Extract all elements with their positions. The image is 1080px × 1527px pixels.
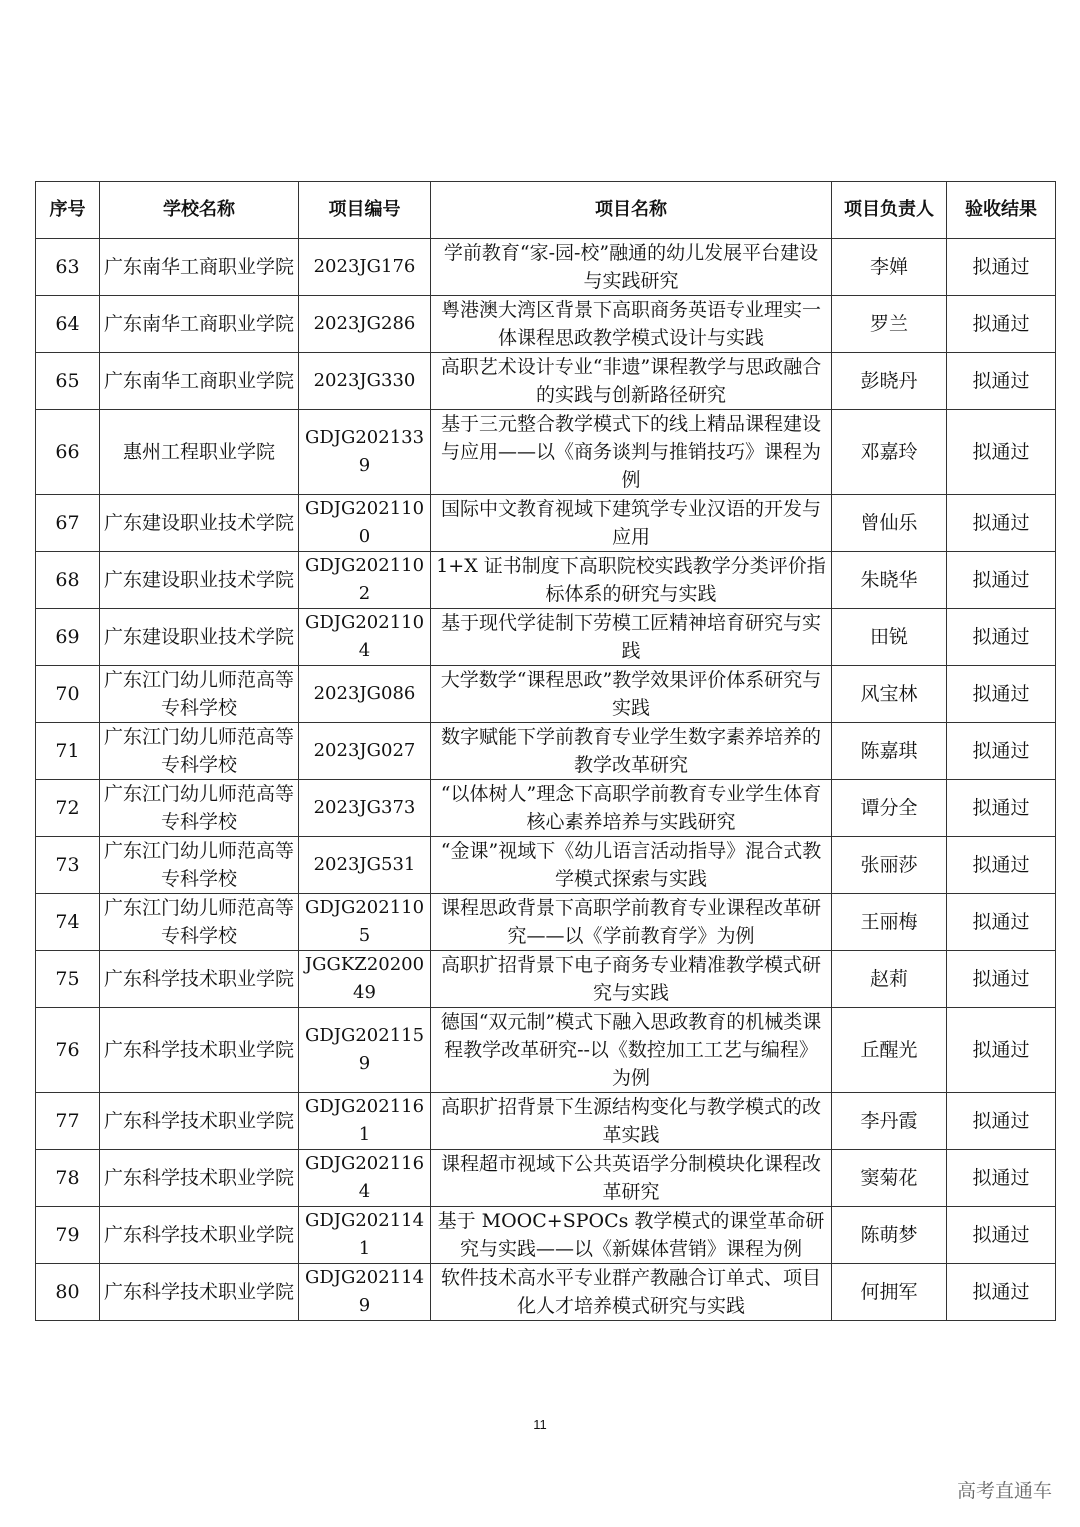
table-row (36, 495, 1056, 552)
project-leader: 丘醒光 (832, 1008, 947, 1093)
table-row (36, 837, 1056, 894)
project-code: GDJG2021161 (299, 1093, 431, 1150)
project-leader: 曾仙乐 (832, 495, 947, 552)
project-name: “金课”视域下《幼儿语言活动指导》混合式教学模式探索与实践 (431, 837, 832, 894)
project-name: 基于三元整合教学模式下的线上精品课程建设与应用——以《商务谈判与推销技巧》课程为例 (431, 410, 832, 495)
project-code: 2023JG027 (299, 723, 431, 780)
project-code: 2023JG176 (299, 239, 431, 296)
school-name: 广东科学技术职业学院 (100, 1093, 299, 1150)
table-row (36, 951, 1056, 1008)
acceptance-result: 拟通过 (947, 951, 1056, 1008)
acceptance-result: 拟通过 (947, 894, 1056, 951)
project-leader: 邓嘉玲 (832, 410, 947, 495)
row-number: 76 (36, 1008, 100, 1093)
acceptance-result: 拟通过 (947, 837, 1056, 894)
school-name: 广东科学技术职业学院 (100, 1150, 299, 1207)
row-number: 79 (36, 1207, 100, 1264)
project-leader: 窦菊花 (832, 1150, 947, 1207)
project-leader: 何拥军 (832, 1264, 947, 1321)
watermark: 高考直通车 (956, 1480, 1052, 1502)
table-row (36, 239, 1056, 296)
project-code: 2023JG531 (299, 837, 431, 894)
header-project-name: 项目名称 (431, 182, 832, 239)
row-number: 68 (36, 552, 100, 609)
project-code: GDJG2021104 (299, 609, 431, 666)
project-leader: 田锐 (832, 609, 947, 666)
school-name: 广东南华工商职业学院 (100, 353, 299, 410)
table-row (36, 410, 1056, 495)
school-name: 广东科学技术职业学院 (100, 1264, 299, 1321)
row-number: 71 (36, 723, 100, 780)
project-name: 国际中文教育视域下建筑学专业汉语的开发与应用 (431, 495, 832, 552)
acceptance-result: 拟通过 (947, 239, 1056, 296)
school-name: 广东南华工商职业学院 (100, 296, 299, 353)
acceptance-result: 拟通过 (947, 780, 1056, 837)
school-name: 惠州工程职业学院 (100, 410, 299, 495)
project-code: GDJG2021149 (299, 1264, 431, 1321)
table-row (36, 1150, 1056, 1207)
project-leader: 陈嘉琪 (832, 723, 947, 780)
acceptance-result: 拟通过 (947, 296, 1056, 353)
school-name: 广东科学技术职业学院 (100, 951, 299, 1008)
project-name: 高职扩招背景下生源结构变化与教学模式的改革实践 (431, 1093, 832, 1150)
table-row (36, 1207, 1056, 1264)
header-leader: 项目负责人 (832, 182, 947, 239)
project-name: 高职艺术设计专业“非遗”课程教学与思政融合的实践与创新路径研究 (431, 353, 832, 410)
school-name: 广东科学技术职业学院 (100, 1008, 299, 1093)
project-name: 大学数学“课程思政”教学效果评价体系研究与实践 (431, 666, 832, 723)
project-name: 高职扩招背景下电子商务专业精准教学模式研究与实践 (431, 951, 832, 1008)
project-code: GDJG2021339 (299, 410, 431, 495)
acceptance-result: 拟通过 (947, 410, 1056, 495)
acceptance-result: 拟通过 (947, 1150, 1056, 1207)
row-number: 78 (36, 1150, 100, 1207)
school-name: 广东南华工商职业学院 (100, 239, 299, 296)
project-code: GDJG2021102 (299, 552, 431, 609)
table-row (36, 723, 1056, 780)
table-row (36, 666, 1056, 723)
row-number: 74 (36, 894, 100, 951)
table-row (36, 1264, 1056, 1321)
acceptance-result: 拟通过 (947, 1207, 1056, 1264)
header-school: 学校名称 (100, 182, 299, 239)
project-leader: 彭晓丹 (832, 353, 947, 410)
school-name: 广东江门幼儿师范高等专科学校 (100, 780, 299, 837)
table-row (36, 1093, 1056, 1150)
project-name: 软件技术高水平专业群产教融合订单式、项目化人才培养模式研究与实践 (431, 1264, 832, 1321)
acceptance-result: 拟通过 (947, 1093, 1056, 1150)
table-row (36, 552, 1056, 609)
acceptance-result: 拟通过 (947, 609, 1056, 666)
acceptance-result: 拟通过 (947, 353, 1056, 410)
school-name: 广东江门幼儿师范高等专科学校 (100, 666, 299, 723)
header-code: 项目编号 (299, 182, 431, 239)
project-code: GDJG2021141 (299, 1207, 431, 1264)
table-row (36, 894, 1056, 951)
project-leader: 王丽梅 (832, 894, 947, 951)
acceptance-result: 拟通过 (947, 495, 1056, 552)
table-row (36, 1008, 1056, 1093)
project-leader: 罗兰 (832, 296, 947, 353)
project-code: 2023JG373 (299, 780, 431, 837)
project-leader: 谭分全 (832, 780, 947, 837)
project-code: 2023JG286 (299, 296, 431, 353)
project-name: 基于现代学徒制下劳模工匠精神培育研究与实践 (431, 609, 832, 666)
school-name: 广东江门幼儿师范高等专科学校 (100, 723, 299, 780)
row-number: 66 (36, 410, 100, 495)
project-name: 课程超市视域下公共英语学分制模块化课程改革研究 (431, 1150, 832, 1207)
project-name: 基于 MOOC+SPOCs 教学模式的课堂革命研究与实践——以《新媒体营销》课程为例 (431, 1207, 832, 1264)
row-number: 75 (36, 951, 100, 1008)
project-code: JGGKZ2020049 (299, 951, 431, 1008)
school-name: 广东建设职业技术学院 (100, 495, 299, 552)
project-leader: 张丽莎 (832, 837, 947, 894)
acceptance-result: 拟通过 (947, 1008, 1056, 1093)
project-code: 2023JG330 (299, 353, 431, 410)
row-number: 63 (36, 239, 100, 296)
school-name: 广东建设职业技术学院 (100, 609, 299, 666)
project-code: 2023JG086 (299, 666, 431, 723)
row-number: 65 (36, 353, 100, 410)
project-name: 课程思政背景下高职学前教育专业课程改革研究——以《学前教育学》为例 (431, 894, 832, 951)
project-code: GDJG2021164 (299, 1150, 431, 1207)
row-number: 80 (36, 1264, 100, 1321)
school-name: 广东江门幼儿师范高等专科学校 (100, 837, 299, 894)
project-code: GDJG2021159 (299, 1008, 431, 1093)
header-no: 序号 (36, 182, 100, 239)
header-result: 验收结果 (947, 182, 1056, 239)
row-number: 67 (36, 495, 100, 552)
project-leader: 李婵 (832, 239, 947, 296)
project-name: “以体树人”理念下高职学前教育专业学生体育核心素养培养与实践研究 (431, 780, 832, 837)
school-name: 广东科学技术职业学院 (100, 1207, 299, 1264)
project-leader: 朱晓华 (832, 552, 947, 609)
row-number: 69 (36, 609, 100, 666)
school-name: 广东建设职业技术学院 (100, 552, 299, 609)
table-row (36, 353, 1056, 410)
acceptance-result: 拟通过 (947, 666, 1056, 723)
project-leader: 赵莉 (832, 951, 947, 1008)
project-name: 1+X 证书制度下高职院校实践教学分类评价指标体系的研究与实践 (431, 552, 832, 609)
table-row (36, 780, 1056, 837)
project-leader: 风宝林 (832, 666, 947, 723)
row-number: 73 (36, 837, 100, 894)
table-header-row (36, 182, 1056, 239)
project-acceptance-table (35, 181, 1056, 1321)
project-name: 粤港澳大湾区背景下高职商务英语专业理实一体课程思政教学模式设计与实践 (431, 296, 832, 353)
acceptance-result: 拟通过 (947, 1264, 1056, 1321)
page-number: 11 (533, 1417, 547, 1432)
project-leader: 李丹霞 (832, 1093, 947, 1150)
project-name: 德国“双元制”模式下融入思政教育的机械类课程教学改革研究--以《数控加工工艺与编程》为例 (431, 1008, 832, 1093)
acceptance-result: 拟通过 (947, 723, 1056, 780)
project-code: GDJG2021105 (299, 894, 431, 951)
project-name: 学前教育“家-园-校”融通的幼儿发展平台建设与实践研究 (431, 239, 832, 296)
row-number: 72 (36, 780, 100, 837)
row-number: 77 (36, 1093, 100, 1150)
table-row (36, 296, 1056, 353)
project-name: 数字赋能下学前教育专业学生数字素养培养的教学改革研究 (431, 723, 832, 780)
row-number: 64 (36, 296, 100, 353)
row-number: 70 (36, 666, 100, 723)
project-leader: 陈萌梦 (832, 1207, 947, 1264)
school-name: 广东江门幼儿师范高等专科学校 (100, 894, 299, 951)
project-code: GDJG2021100 (299, 495, 431, 552)
acceptance-result: 拟通过 (947, 552, 1056, 609)
table-row (36, 609, 1056, 666)
